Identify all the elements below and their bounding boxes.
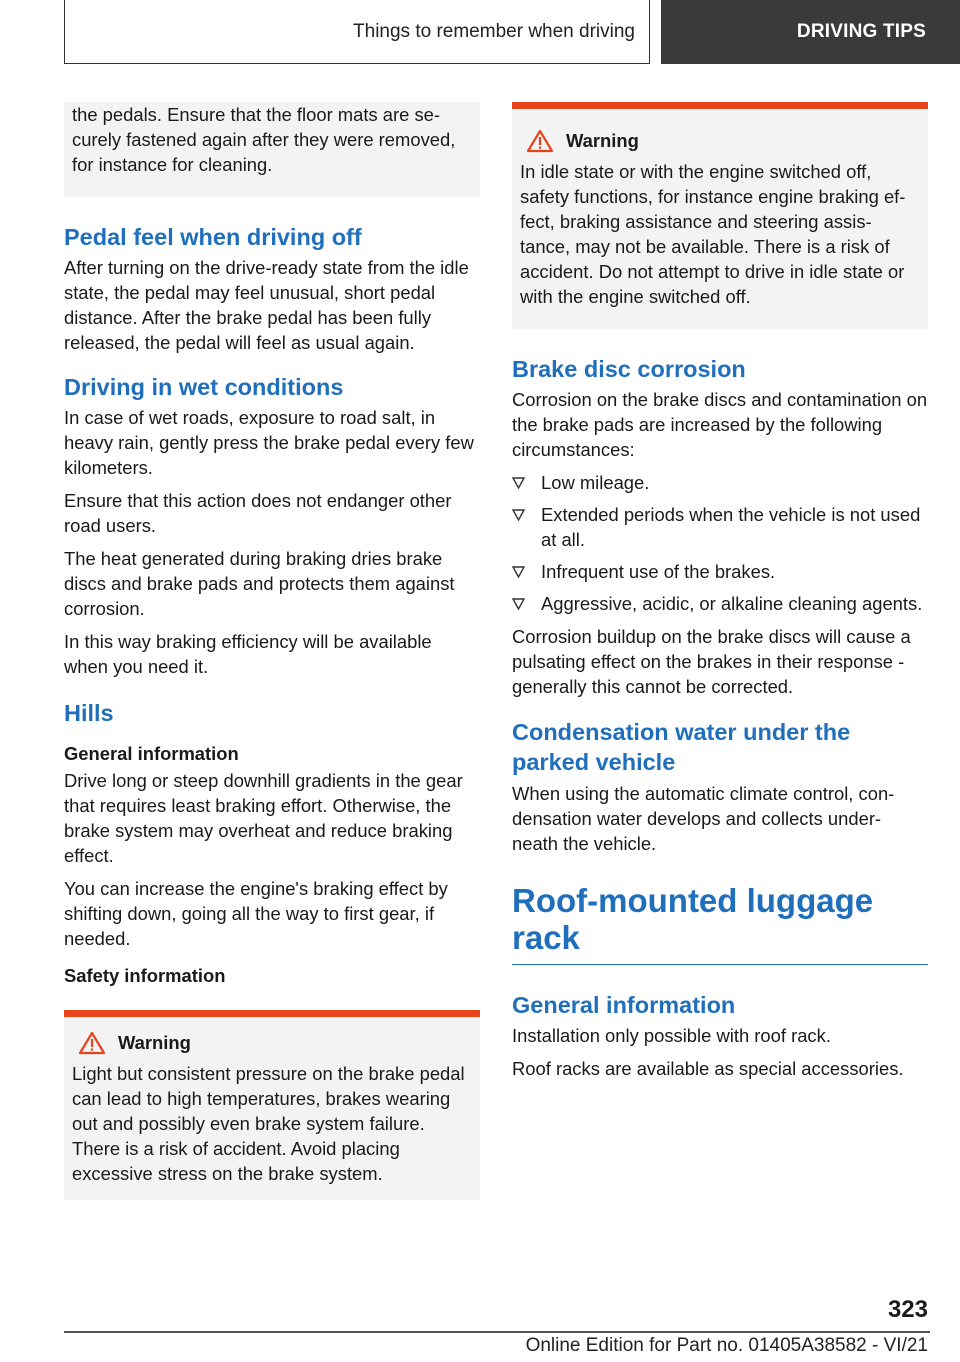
roof-text-2: Roof racks are available as special accessories. — [512, 1058, 904, 1079]
condensation-heading: Condensation water under the parked vehicle — [512, 719, 851, 775]
warning-triangle-icon — [526, 129, 554, 153]
wet-text-2: Ensure that this action does not endanger other road users. — [64, 490, 452, 536]
warning-box-left — [64, 1010, 480, 1200]
hills-text-2: You can increase the engine's braking effect by shifting down, going all the way to first gear, if needed. — [64, 878, 448, 949]
pedal-feel-text: After turning on the drive-ready state from the idle state, the pedal may feel unusual, short pedal distance. After the brake pedal has been fully released, the pedal will feel as usual again. — [64, 257, 469, 353]
warning-header — [72, 1031, 472, 1055]
header-chapter-tab — [661, 0, 960, 64]
roof-text-1: Installation only possible with roof rack. — [512, 1025, 831, 1046]
condensation-text: When using the automatic climate control, con‐ densation water develops and collects under‐ neath the vehicle. — [512, 783, 895, 854]
right-column — [512, 102, 928, 1089]
wet-text-3: The heat generated during braking dries brake discs and brake pads and protects them against corrosion. — [64, 548, 455, 619]
header-section-tab — [64, 0, 650, 64]
list-item: Aggressive, acidic, or alkaline cleaning agents. — [512, 591, 928, 616]
corrosion-after-text: Corrosion buildup on the brake discs will cause a pulsating effect on the brakes in their response - generally this cannot be corrected. — [512, 626, 911, 697]
header-section-title: Things to remember when driving — [353, 20, 635, 42]
hills-text-1: Drive long or steep downhill gradients in the gear that requires least braking effort. Otherwise, the brake system may overheat and reduce braking effect. — [64, 770, 463, 866]
brake-corrosion-text: Corrosion on the brake discs and contamination on the brake pads are increased by the following circumstances: — [512, 389, 928, 460]
header-chapter-title: DRIVING TIPS — [796, 21, 926, 42]
intro-text: the pedals. Ensure that the floor mats are se‐ curely fastened again after they were removed, for instance for cleaning. — [72, 104, 456, 175]
corrosion-list — [512, 470, 928, 616]
hills-heading: Hills — [64, 700, 114, 726]
warning-text: Light but consistent pressure on the brake pedal can lead to high temperatures, brakes wearing out and possibly even brake system failure. There is a risk of accident. Avoid placing excessive stress on the brake system. — [72, 1063, 465, 1184]
footer-divider — [64, 1331, 930, 1333]
footer-edition: Online Edition for Part no. 01405A38582 - VI/21 — [525, 1335, 928, 1356]
warning-title: Warning — [566, 130, 639, 151]
warning-triangle-icon — [78, 1031, 106, 1055]
warning-title: Warning — [118, 1032, 191, 1053]
hills-general-heading: General information — [64, 743, 239, 764]
list-item: Infrequent use of the brakes. — [512, 559, 928, 584]
warning-header — [520, 129, 920, 153]
intro-box — [64, 102, 480, 197]
wet-text-1: In case of wet roads, exposure to road salt, in heavy rain, gently press the brake pedal every few kilometers. — [64, 407, 474, 478]
triangle-bullet-icon — [512, 566, 525, 578]
pedal-feel-heading: Pedal feel when driving off — [64, 224, 362, 250]
page-number: 323 — [887, 1296, 928, 1323]
triangle-bullet-icon — [512, 509, 525, 521]
warning-text: In idle state or with the engine switched off, safety functions, for instance engine braking ef‐ fect, braking assistance and steering assis‐ tance, may not be available. There is a risk of accident. Do not attempt to drive in idle state or with the engine switched off. — [520, 161, 906, 307]
list-item: Low mileage. — [512, 470, 928, 495]
safety-heading: Safety information — [64, 965, 226, 986]
roof-general-heading: General information — [512, 992, 736, 1018]
triangle-bullet-icon — [512, 477, 525, 489]
warning-box-right — [512, 102, 928, 329]
wet-text-4: In this way braking efficiency will be available when you need it. — [64, 631, 432, 677]
triangle-bullet-icon — [512, 598, 525, 610]
wet-conditions-heading: Driving in wet conditions — [64, 374, 344, 400]
left-column — [64, 102, 480, 1200]
brake-corrosion-heading: Brake disc corrosion — [512, 356, 746, 382]
roof-rack-heading: Roof-mounted luggage rack — [512, 882, 928, 965]
list-item: Extended periods when the vehicle is not used at all. — [512, 502, 928, 552]
